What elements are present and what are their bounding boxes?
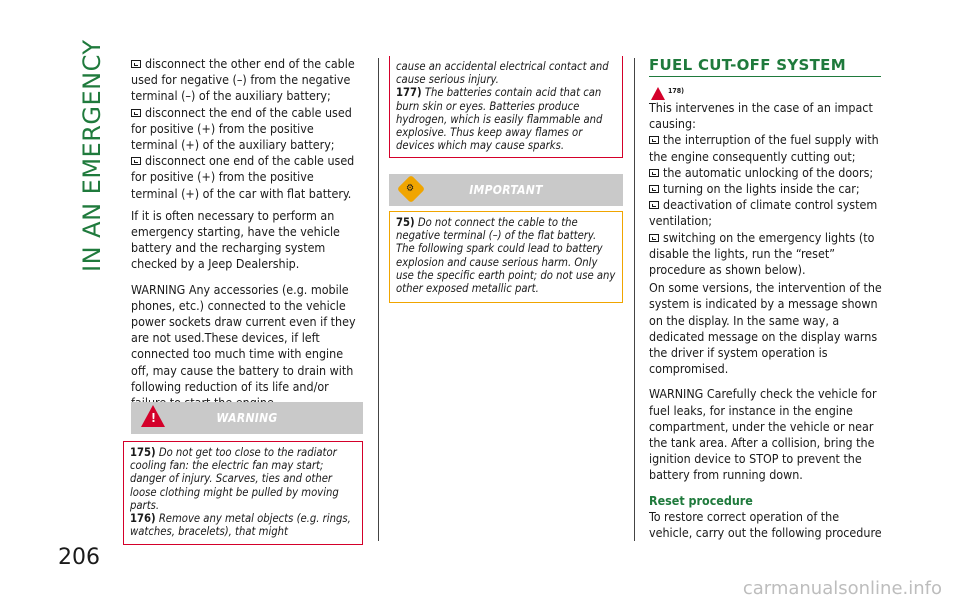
- column-3: [649, 100, 885, 550]
- warning-box: [123, 441, 363, 545]
- paragraph: WARNING Carefully check the vehicle for fuel leaks, for instance in the engine compartment, under the vehicle or near the tank area. After a collision, bring the ignition device to STOP to prevent the battery from running down.: [649, 386, 877, 483]
- column-divider-2: [634, 58, 635, 541]
- intro-text: This intervenes in the case of an impact causing:: [649, 100, 873, 132]
- note-176-cont: cause an accidental electrical contact and cause serious injury.: [396, 60, 609, 87]
- note-176: 176) Remove any metal objects (e.g. rings, watches, bracelets), that might: [130, 512, 351, 539]
- important-box: [389, 211, 623, 303]
- warning-label: WARNING: [216, 411, 278, 425]
- important-band: ⚙ IMPORTANT: [389, 174, 623, 206]
- section-heading: FUEL CUT-OFF SYSTEM: [649, 56, 881, 77]
- warning-reference: 178): [668, 87, 685, 95]
- list-item: disconnect one end of the cable used for positive (+) from the positive terminal (+) of the car with flat battery.: [131, 153, 355, 201]
- page-number: 206: [58, 545, 100, 570]
- watermark: carmanualsonline.info: [742, 578, 942, 599]
- bullet-checkbox-icon: [649, 201, 659, 209]
- list-item: disconnect the other end of the cable used for negative (–) from the negative terminal (–) of the auxiliary battery;: [131, 56, 355, 104]
- list-item: disconnect the end of the cable used for positive (+) from the positive terminal (+) of the auxiliary battery;: [131, 104, 352, 153]
- paragraph: On some versions, the intervention of the system is indicated by a message shown on the display. In the same way, a dedicated message on the display warns the driver if system operation is compromised.: [649, 280, 882, 377]
- warning-band: ! WARNING: [131, 402, 363, 434]
- subheading: Reset procedure: [649, 492, 753, 508]
- bullet-checkbox-icon: [649, 169, 659, 177]
- bullet-checkbox-icon: [131, 60, 141, 68]
- list-item: switching on the emergency lights (to disable the lights, run the “reset” procedure as shown below).: [649, 229, 875, 278]
- list-item: deactivation of climate control system ventilation;: [649, 197, 878, 229]
- warning-box-continued: [389, 56, 623, 158]
- note-177: 177) The batteries contain acid that can burn skin or eyes. Batteries produce hydrogen, which is easily flammable and explosive. Thus keep away flames or devices which may cause sparks.: [396, 86, 603, 153]
- list-item: the automatic unlocking of the doors;: [649, 165, 885, 181]
- important-label: IMPORTANT: [469, 183, 543, 197]
- list-item: the interruption of the fuel supply with the engine consequently cutting out;: [649, 132, 879, 164]
- bullet-checkbox-icon: [649, 136, 659, 144]
- paragraph: To restore correct operation of the vehicle, carry out the following procedure: [649, 508, 882, 541]
- note-175: 175) Do not get too close to the radiator cooling fan: the electric fan may start; danger of injury. Scarves, ties and other loose clothing might be pulled by moving parts.: [130, 446, 339, 512]
- paragraph: WARNING Any accessories (e.g. mobile phones, etc.) connected to the vehicle power sockets draw current even if they are not used.These devices, if left connected too much time with engine off, may cause the battery to drain with following reduction of its life and/or: [131, 281, 356, 394]
- bullet-checkbox-icon: [131, 157, 141, 165]
- bullet-checkbox-icon: [131, 109, 141, 117]
- bullet-checkbox-icon: [649, 234, 659, 242]
- column-1: [131, 56, 363, 420]
- list-item: turning on the lights inside the car;: [649, 181, 885, 197]
- warning-triangle-icon: [651, 87, 665, 100]
- column-divider-1: [378, 58, 379, 541]
- section-side-title: IN AN EMERGENCY: [78, 39, 106, 272]
- paragraph: If it is often necessary to perform an emergency starting, have the vehicle battery and the recharging system checked by a Jeep Dealership.: [131, 207, 340, 272]
- bullet-checkbox-icon: [649, 185, 659, 193]
- note-75: 75) Do not connect the cable to the negative terminal (–) of the flat battery. The following spark could lead to battery explosion and cause serious harm. Only use the specific earth point; do not use any other exposed metallic part.: [396, 216, 616, 296]
